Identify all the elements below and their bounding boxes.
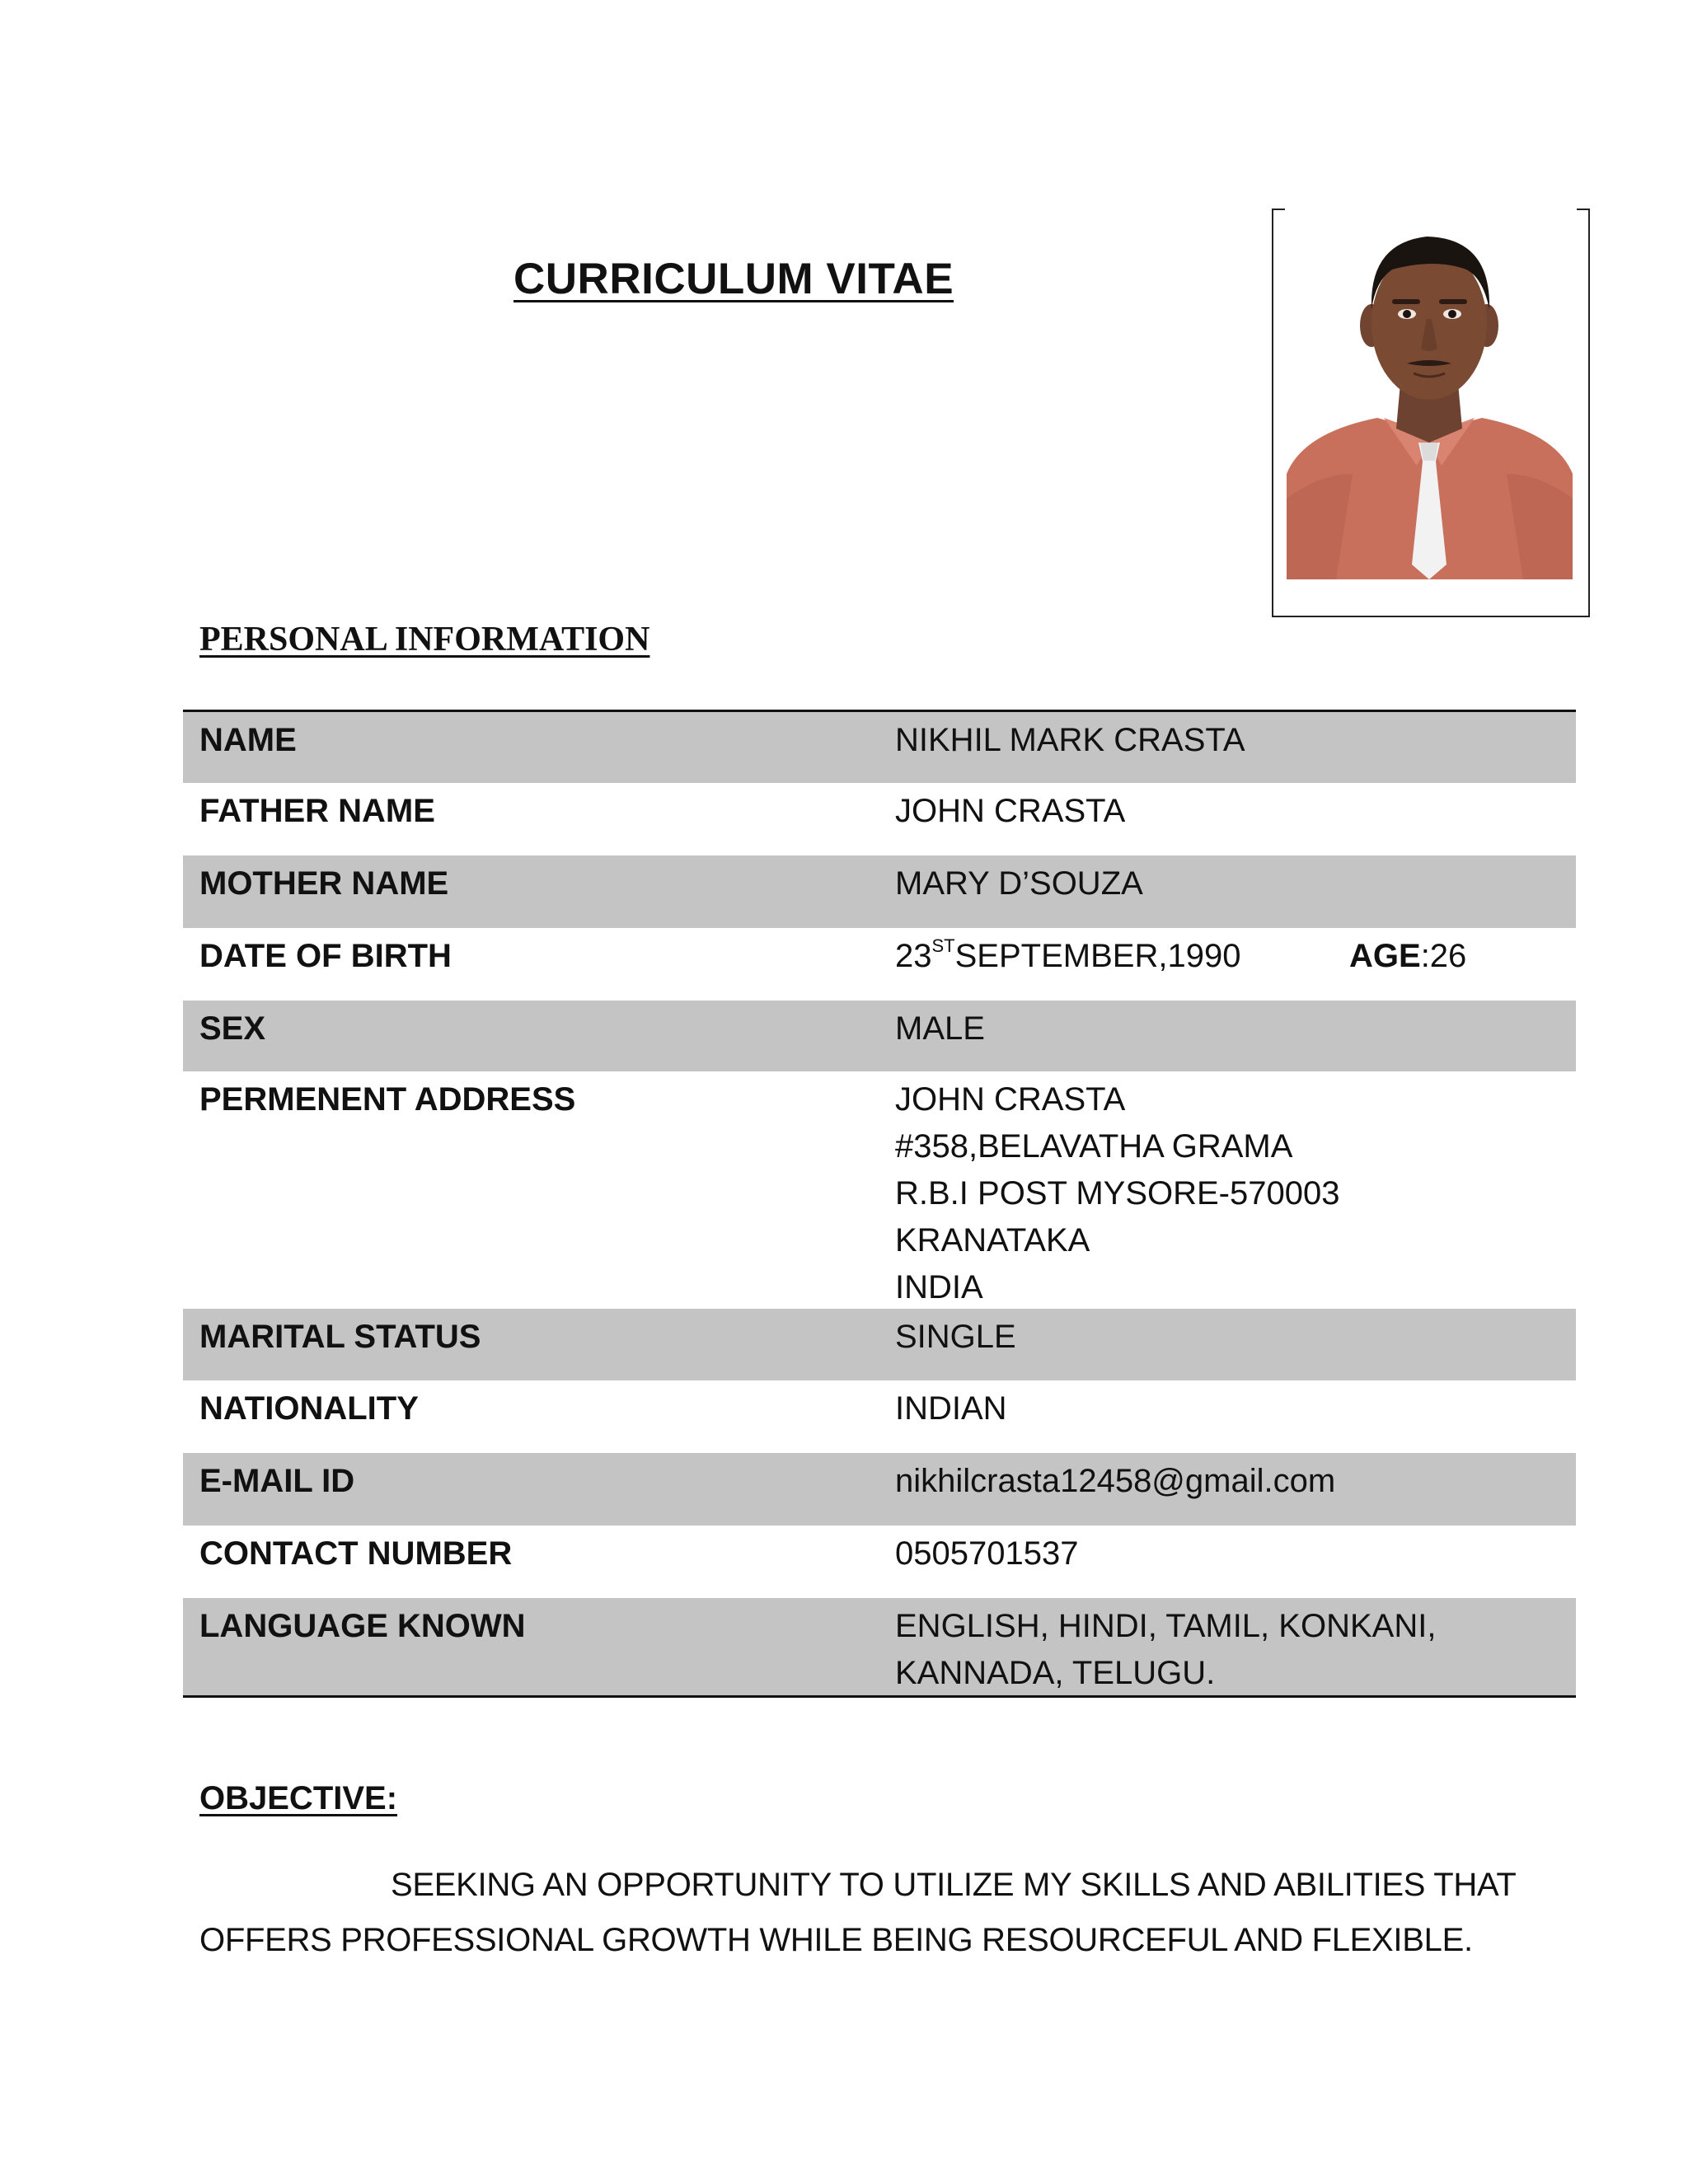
row-value: NIKHIL MARK CRASTA [895,722,1245,758]
row-value: MALE [895,1010,985,1047]
row-label: MOTHER NAME [199,865,449,902]
table-row-marital-status [183,1309,1576,1380]
table-row-father-name [183,783,1576,855]
dob-month-year: SEPTEMBER,1990 [954,938,1241,974]
row-label: SEX [199,1010,266,1047]
row-value: SINGLE [895,1319,1016,1355]
age-label: AGE [1349,938,1421,974]
photo-frame [1272,209,1590,617]
personal-information-heading: PERSONAL INFORMATION [199,621,650,658]
row-value: MARY D’SOUZA [895,865,1143,902]
objective-heading: OBJECTIVE: [199,1780,398,1816]
row-value: 0505701537 [895,1535,1079,1572]
row-value: JOHN CRASTA [895,793,1126,829]
profile-photo [1287,227,1573,579]
dob-ordinal: ST [931,935,955,956]
row-value: nikhilcrasta12458@gmail.com [895,1463,1336,1499]
table-row-nationality [183,1380,1576,1453]
dob-day: 23 [895,938,932,974]
row-label: LANGUAGE KNOWN [199,1608,526,1644]
document-title: CURRICULUM VITAE [513,255,954,303]
row-label: MARITAL STATUS [199,1319,481,1355]
row-label: NATIONALITY [199,1390,419,1427]
table-row-date-of-birth [183,928,1576,1001]
row-value: INDIAN [895,1390,1007,1427]
objective-text: SEEKING AN OPPORTUNITY TO UTILIZE MY SKILLS AND ABILITIES THAT OFFERS PROFESSIONAL GROWTH WHILE BEING RESOURCEFUL AND FLEXIBLE. [199,1867,1516,1958]
row-label: DATE OF BIRTH [199,938,452,974]
table-row-email [183,1453,1576,1526]
row-value: JOHN CRASTA #358,BELAVATHA GRAMA R.B.I POST MYSORE-570003 KRANATAKA INDIA [895,1081,1340,1305]
row-value [895,933,1240,980]
row-label: FATHER NAME [199,793,435,829]
table-row-sex [183,1001,1576,1071]
age-field [1349,933,1466,979]
table-row-mother-name [183,855,1576,928]
personal-information-table [183,710,1576,1698]
table-row-permanent-address [183,1071,1576,1309]
table-row-languages [183,1598,1576,1695]
row-label: E-MAIL ID [199,1463,355,1499]
row-label: NAME [199,722,297,758]
profile-photo-icon [1287,227,1573,579]
table-row-name [183,712,1576,783]
age-value: :26 [1420,938,1467,974]
row-label: CONTACT NUMBER [199,1535,513,1572]
row-value: ENGLISH, HINDI, TAMIL, KONKANI, KANNADA, TELUGU. [895,1608,1437,1691]
row-label: PERMENENT ADDRESS [199,1081,576,1118]
table-row-contact-number [183,1526,1576,1598]
